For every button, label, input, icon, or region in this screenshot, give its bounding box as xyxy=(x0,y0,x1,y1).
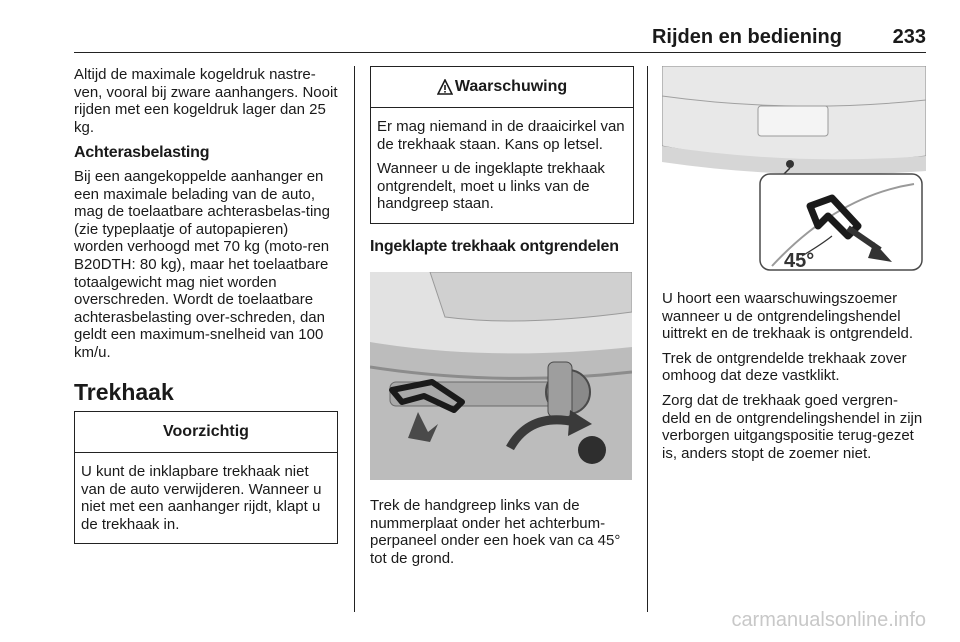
caution-box xyxy=(74,411,338,544)
caution-text: U kunt de inklapbare trekhaak niet van de auto verwijderen. Wanneer u niet met een aanhanger rijdt, klapt u de trekhaak in. xyxy=(81,463,322,533)
column-2 xyxy=(370,66,634,262)
page-header xyxy=(74,22,926,53)
unlock-heading: Ingeklapte trekhaak ontgrendelen xyxy=(370,237,619,255)
rear-axle-paragraph: Bij een aangekoppelde aanhanger en een maximale belading van de auto, mag de toelaatbare achterasbelas-ting (zie typeplaatje of autopapieren) worden verhoogd met 70 kg (moto-ren B20DTH: 80 kg), maar het toelaatbare totaalgewicht mag niet worden overschreden. Wordt de toelaatbare achterasbelasting over-schreden, dan geldt een maximum-snelheid van 100 km/u. xyxy=(74,167,330,361)
rear-axle-heading: Achterasbelasting xyxy=(74,144,210,162)
warning-text-1: Er mag niemand in de draaicirkel van de trekhaak staan. Kans op letsel. xyxy=(377,118,625,153)
caution-title: Voorzichtig xyxy=(75,412,337,453)
towbar-underside-illustration xyxy=(370,272,632,480)
column-1 xyxy=(74,66,340,544)
warning-title: Waarschuwing xyxy=(454,78,568,96)
warning-box xyxy=(370,66,634,224)
watermark: carmanualsonline.info xyxy=(731,609,926,631)
column-divider-2 xyxy=(647,66,648,612)
column-3 xyxy=(662,290,926,469)
intro-paragraph: Altijd de maximale kogeldruk nastre-ven, vooral bij zware aanhangers. Nooit rijden met een kogeldruk lager dan 25 kg. xyxy=(74,66,338,136)
angle-label: 45° xyxy=(784,250,815,272)
column-3-paragraph-2: Trek de ontgrendelde trekhaak zover omhoog dat deze vastklikt. xyxy=(662,349,907,385)
towbar-heading: Trekhaak xyxy=(74,378,174,405)
warning-text-2: Wanneer u de ingeklapte trekhaak ontgrendelt, moet u links van de handgreep staan. xyxy=(377,160,605,213)
column-3-paragraph-1: U hoort een waarschuwingszoemer wanneer u de ontgrendelingshendel uittrekt en de trekhaak is ontgrendeld. xyxy=(662,290,913,343)
page-number: 233 xyxy=(892,26,926,48)
section-title: Rijden en bediening xyxy=(651,26,842,48)
warning-triangle-icon xyxy=(437,79,453,95)
rear-bumper-illustration xyxy=(662,66,926,274)
warning-header xyxy=(371,67,633,108)
column-divider-1 xyxy=(354,66,355,612)
illustration-caption: Trek de handgreep links van de nummerplaat onder het achterbum-perpaneel onder een hoek van ca 45° tot de grond. xyxy=(370,497,621,567)
column-3-paragraph-3: Zorg dat de trekhaak goed vergren-deld en de ontgrendelingshendel in zijn verborgen uitgangspositie terug-gezet is, anders stopt de zoemer niet. xyxy=(662,391,923,462)
